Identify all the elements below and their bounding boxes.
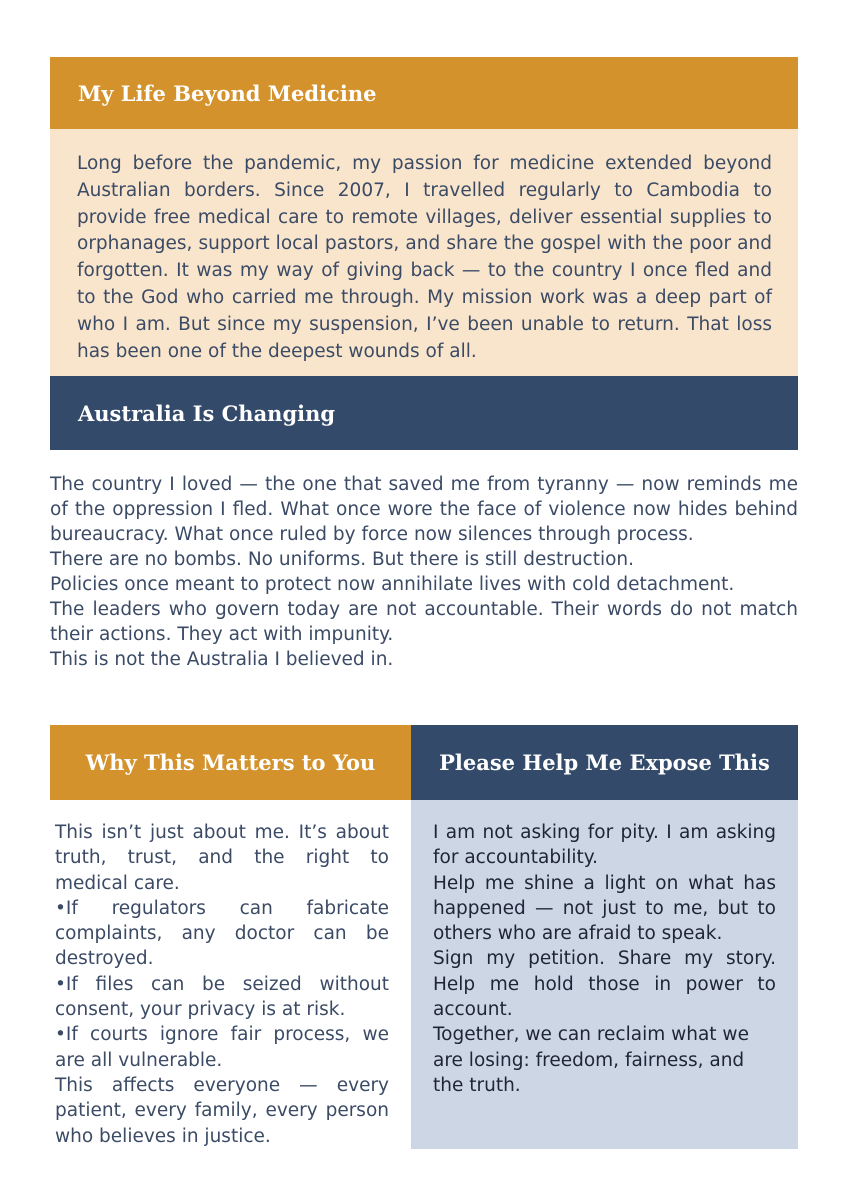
australia-paragraph: The leaders who govern today are not accountable. Their words do not match their actions. They act with impunity. [50, 599, 798, 645]
life-paragraph: Long before the pandemic, my passion for medicine extended beyond Australian borders. Since 2007, I travelled regularly to Cambodia to provide free medical care to remote villages, deliver essential supplies to orphanages, support local pastors, and share the gospel with the poor and forgotten. It was my way of giving back — to the country I once fled and to the God who carried me through. My mission work was a deep part of who I am. But since my suspension, I’ve been unable to return. That loss has been one of the deepest wounds of all. [77, 153, 772, 362]
section-title: Why This Matters to You [85, 750, 376, 775]
why-paragraph: This isn’t just about me. It’s about truth, trust, and the right to medical care. [55, 822, 389, 894]
section-header-life [50, 57, 798, 129]
help-paragraph: Sign my petition. Share my story. Help me hold those in power to account. [433, 948, 776, 1021]
section-title: Please Help Me Expose This [439, 750, 770, 775]
why-paragraph: This affects everyone — every patient, every family, every person who believes in justice. [55, 1074, 389, 1147]
section-title: My Life Beyond Medicine [78, 80, 377, 106]
help-paragraph: I am not asking for pity. I am asking for accountability. [433, 822, 776, 869]
australia-paragraph: Policies once meant to protect now annihilate lives with cold detachment. [50, 574, 735, 595]
help-text-box [411, 800, 798, 1149]
help-paragraph: Together, we can reclaim what we are losing: freedom, fairness, and the truth. [433, 1024, 749, 1096]
australia-paragraph: The country I loved — the one that saved me from tyranny — now reminds me of the oppression I fled. What once wore the face of violence now hides behind bureaucracy. What once ruled by force now silences through process. [50, 474, 798, 545]
australia-paragraph: There are no bombs. No uniforms. But there is still destruction. [50, 549, 635, 570]
section-header-australia [50, 376, 798, 450]
why-text-box [50, 800, 411, 1160]
australia-text [50, 472, 798, 672]
life-text-box [50, 129, 798, 376]
section-title: Australia Is Changing [78, 400, 336, 426]
help-paragraph: Help me shine a light on what has happened — not just to me, but to others who are afraid to speak. [433, 872, 776, 945]
why-bullet: •If regulators can fabricate complaints, any doctor can be destroyed. [55, 897, 389, 970]
section-header-why [50, 725, 411, 800]
australia-paragraph: This is not the Australia I believed in. [50, 649, 394, 670]
section-header-help [411, 725, 798, 800]
why-bullet: •If files can be seized without consent, your privacy is at risk. [55, 973, 389, 1021]
why-bullet: •If courts ignore fair process, we are all vulnerable. [55, 1024, 389, 1071]
